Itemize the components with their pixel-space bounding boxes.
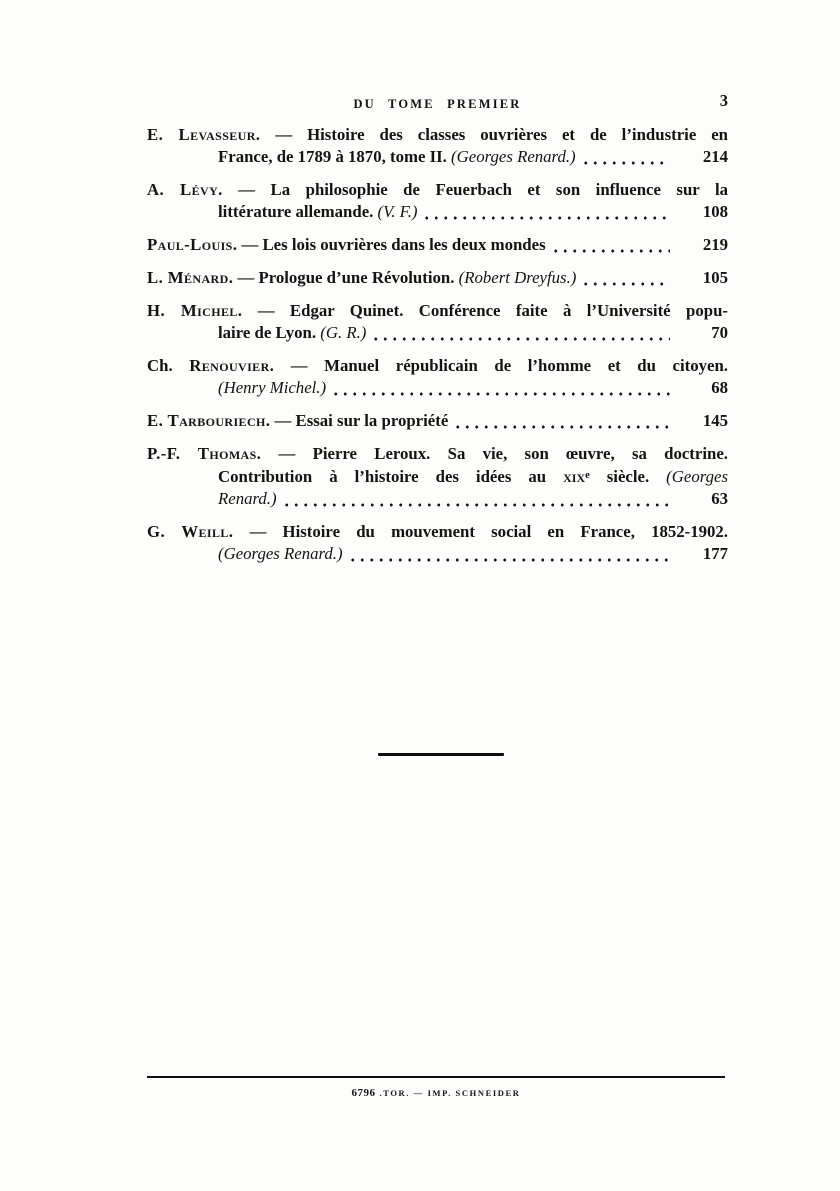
toc-line [147,410,728,432]
toc-entry [147,521,728,565]
entry-text: xix [563,466,586,486]
toc-line [147,377,728,399]
page-ref: 68 [711,378,728,397]
leader-dots [581,146,670,168]
author-name: Renouvier. [189,356,275,375]
toc-line [147,300,728,322]
toc-entry [147,179,728,223]
author-name: A. Lévy. [147,180,223,199]
author-name: E. Levasseur. [147,125,261,144]
printer-imprint [147,1083,725,1101]
leader-dots [348,543,670,565]
entry-text: — La philosophie de Feuerbach et son influence sur la [222,180,728,199]
entry-text: — Essai sur la propriété [270,411,449,430]
header-title: DU TOME PREMIER [353,97,522,111]
reviewer-attribution: (G. R.) [320,323,367,342]
toc-entry [147,234,728,256]
entry-text: — Les lois ouvrières dans les deux mondes [237,235,546,254]
entry-text: — Pierre Leroux. Sa vie, son œuvre, sa doctrine. [261,444,728,463]
toc-line [147,355,728,377]
toc-entry [147,355,728,399]
author-name: E. Tarbouriech. [147,411,271,430]
entry-text: Ch. [147,356,190,375]
entry-text: littérature allemande. [218,202,378,221]
toc-line [147,146,728,168]
leader-dots [282,488,670,510]
toc-line [147,521,728,543]
page-ref: 214 [702,147,728,166]
toc-entry [147,443,728,510]
toc-line [147,124,728,146]
entry-text: — Manuel républicain de l’homme et du citoyen. [274,356,729,375]
imprint-text: .TOR. — IMP. SCHNEIDER [379,1088,521,1098]
entry-text: siècle. [589,466,667,486]
footer-rule [147,1076,725,1078]
page-ref: 108 [702,202,728,221]
entry-text: Contribution à l’histoire des idées au [218,466,564,486]
leader-dots [371,322,670,344]
reviewer-attribution: (Georges [666,466,728,486]
toc-line [147,443,728,465]
toc-line [147,201,728,223]
author-name: Paul-Louis. [147,235,238,254]
reviewer-attribution: (Henry Michel.) [218,378,327,397]
page-ref: 63 [711,488,728,508]
page-ref: 145 [702,411,728,430]
reviewer-attribution: Renard.) [218,488,277,508]
entry-text: laire de Lyon. [218,323,321,342]
page-ref: 177 [702,543,728,563]
toc-line [147,267,728,289]
leader-dots [331,377,670,399]
toc-line [147,543,728,565]
page-ref: 219 [702,235,728,254]
entry-text: — Prologue d’une Révolution. [233,268,459,287]
running-header [147,91,728,113]
leader-dots [422,201,670,223]
entry-text: France, de 1789 à 1870, tome II. [218,147,452,166]
toc-entry [147,300,728,344]
toc-line [147,465,728,488]
leader-dots [551,234,670,256]
author-name: L. Ménard. [147,268,234,287]
reviewer-attribution: (Georges Renard.) [451,147,576,166]
header-page-number: 3 [719,91,728,110]
entry-text: — Histoire des classes ouvrières et de l’industrie en [260,125,729,144]
toc-entry [147,124,728,168]
toc-line [147,179,728,201]
page-ref: 105 [702,268,728,287]
toc-line [147,322,728,344]
reviewer-attribution: (Georges Renard.) [218,543,343,563]
toc-line [147,234,728,256]
section-divider-rule [378,753,504,756]
entry-text: — Histoire du mouvement social en France, 1852-1902. [233,521,728,541]
author-name: P.-F. Thomas. [147,444,262,463]
imprint-number: 6796 [351,1087,376,1099]
entry-text: — Edgar Quinet. Conférence faite à l’Université popu- [242,301,728,320]
leader-dots [453,410,670,432]
entry-text: e [585,470,590,481]
toc-entry [147,410,728,432]
page-ref: 70 [711,323,728,342]
toc-line [147,488,728,510]
author-name: H. Michel. [147,301,243,320]
toc-entries [147,124,728,576]
author-name: G. Weill. [147,521,234,541]
leader-dots [581,267,670,289]
reviewer-attribution: (V. F.) [377,202,418,221]
toc-entry [147,267,728,289]
reviewer-attribution: (Robert Dreyfus.) [458,268,577,287]
